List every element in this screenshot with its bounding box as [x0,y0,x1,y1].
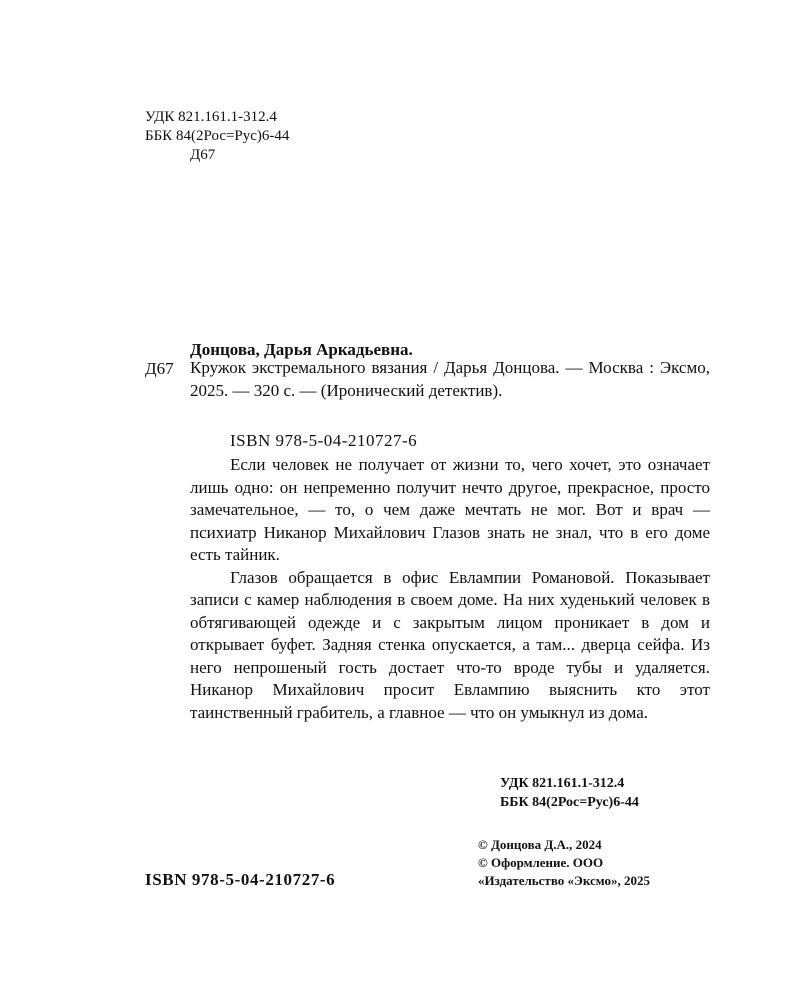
udk-code-bottom: УДК 821.161.1-312.4 [500,776,625,791]
copyright-publisher: «Издательство «Эксмо», 2025 [478,873,650,888]
annotation-paragraph-1: Если человек не получает от жизни то, чего хочет, это означает лишь одно: он непременно получит нечто другое, прекрасное, просто замечательное, — то, о чем даже мечтать не мог. Вот и врач — психиатр Никанор Михайлович Глазов знать не знал, что в его доме есть тайник. [190,455,710,564]
isbn-footer: ISBN 978-5-04-210727-6 [145,870,336,889]
copyright-design: © Оформление. ООО [478,855,604,870]
author-index: Д67 [190,147,216,163]
bbk-code: ББК 84(2Рос=Рус)6-44 [145,128,290,144]
bbk-code-bottom: ББК 84(2Рос=Рус)6-44 [500,795,639,810]
author-heading: Донцова, Дарья Аркадьевна. [190,340,413,359]
copyright-block [478,836,650,890]
isbn-line: ISBN 978-5-04-210727-6 [230,431,418,450]
author-mark: Д67 [145,359,174,378]
bibliographic-description: Кружок экстремального вязания / Дарья Донцова. — Москва : Эксмо, 2025. — 320 с. — (Иронический детектив). [190,358,710,400]
classification-codes-bottom [500,774,639,812]
copyright-author: © Донцова Д.А., 2024 [478,837,602,852]
annotation [190,454,710,724]
udk-code: УДК 821.161.1-312.4 [145,109,277,125]
annotation-paragraph-2: Глазов обращается в офис Евлампии Романовой. Показывает записи с камер наблюдения в своем доме. На них худенький человек в обтягивающей одежде и с закрытым лицом проникает в дом и открывает буфет. Задняя стенка опускается, а там... дверца сейфа. Из него непрошеный гость достает что-то вроде тубы и удаляется. Никанор Михайлович просит Евлампию выяснить кто этот таинственный грабитель, а главное — что он умыкнул из дома. [190,567,710,722]
classification-codes-top [145,108,289,165]
